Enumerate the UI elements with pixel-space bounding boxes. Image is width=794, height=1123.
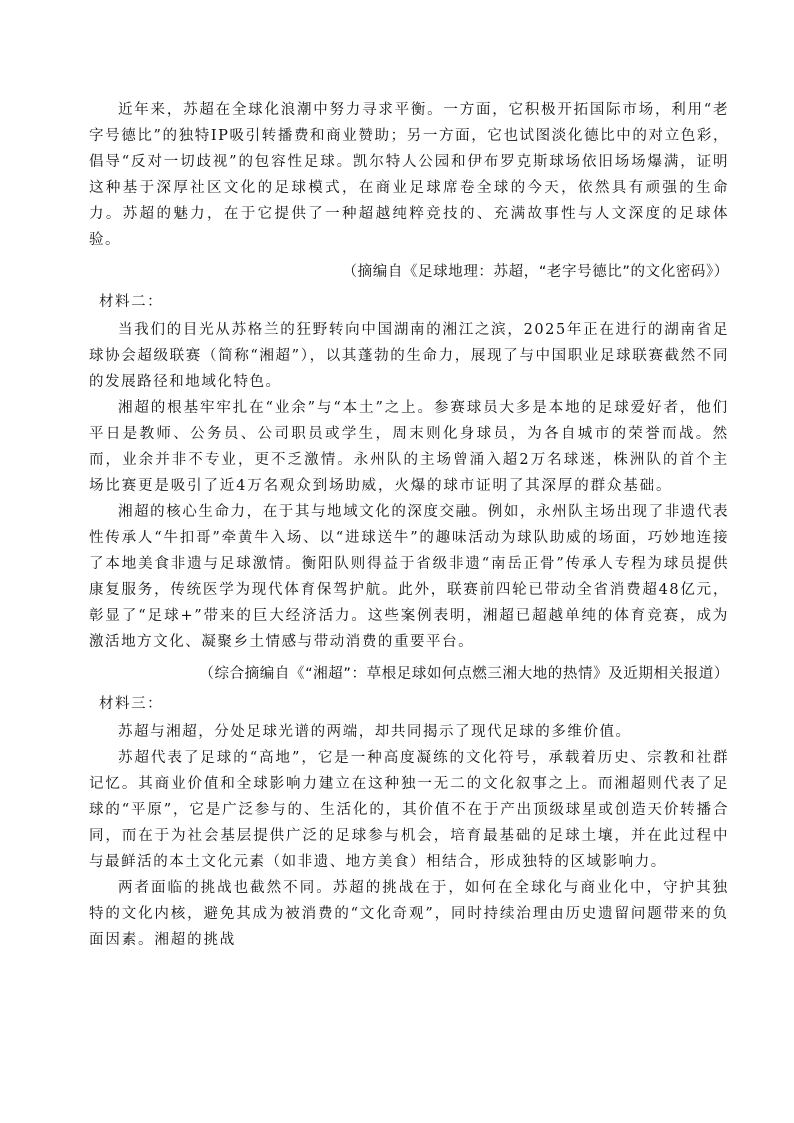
- material-two-paragraph-2: 湘超的根基牢牢扎在“业余”与“本土”之上。参赛球员大多是本地的足球爱好者，他们平日是教师、公务员、公司职员或学生，周末则化身球员，为各自城市的荣誉而战。然而，业余并非不专业，更不乏激情。永州队的主场曾涌入超2万名球迷，株洲队的首个主场比赛更是吸引了近4万名观众到场助威，火爆的球市证明了其深厚的群众基础。: [89, 400, 729, 494]
- material-two-label: 材料二：: [99, 294, 164, 310]
- material-two-section: [89, 289, 729, 687]
- material-three-paragraph-2: 苏超代表了足球的“高地”，它是一种高度凝练的文化符号，承载着历史、宗教和社群记忆。其商业价值和全球影响力建立在这种独一无二的文化叙事之上。而湘超则代表了足球的“平原”，它是广泛参与的、生活化的，其价值不在于产出顶级球星或创造天价转播合同，而在于为社会基层提供广泛的足球参与机会，培育最基础的足球土壤，并在此过程中与最鲜活的本土文化元素（如非遗、地方美食）相结合，形成独特的区域影响力。: [89, 750, 729, 870]
- material-one-paragraph: 近年来，苏超在全球化浪潮中努力寻求平衡。一方面，它积极开拓国际市场，利用“老字号德比”的独特IP吸引转播费和商业赞助；另一方面，它也试图淡化德比中的对立色彩，倡导“反对一切歧视”的包容性足球。凯尔特人公园和伊布罗克斯球场依旧场场爆满，证明这种基于深厚社区文化的足球模式，在商业足球席卷全球的今天，依然具有顽强的生命力。苏超的魅力，在于它提供了一种超越纯粹竞技的、充满故事性与人文深度的足球体验。: [89, 102, 729, 248]
- material-two-paragraph-1: 当我们的目光从苏格兰的狂野转向中国湖南的湘江之滨，2025年正在进行的湖南省足球协会超级联赛（简称“湘超”），以其蓬勃的生命力，展现了与中国职业足球联赛截然不同的发展路径和地域化特色。: [89, 322, 729, 390]
- document-page: [89, 97, 729, 953]
- material-three-paragraph-1: 苏超与湘超，分处足球光谱的两端，却共同揭示了现代足球的多维价值。: [118, 724, 632, 740]
- material-one-section: [89, 97, 729, 285]
- material-three-label: 材料三：: [99, 696, 164, 712]
- material-three-paragraph-3: 两者面临的挑战也截然不同。苏超的挑战在于，如何在全球化与商业化中，守护其独特的文化内核，避免其成为被消费的“文化奇观”，同时持续治理由历史遗留问题带来的负面因素。湘超的挑战: [89, 880, 729, 948]
- material-two-paragraph-3: 湘超的核心生命力，在于其与地域文化的深度交融。例如，永州队主场出现了非遗代表性传承人“牛扣哥”牵黄牛入场、以“进球送牛”的趣味活动为球队助威的场面，巧妙地连接了本地美食非遗与足球激情。衡阳队则得益于省级非遗“南岳正骨”传承人专程为球员提供康复服务，传统医学为现代体育保驾护航。此外，联赛前四轮已带动全省消费超48亿元，彰显了“足球+”带来的巨大经济活力。这些案例表明，湘超已超越单纯的体育竞赛，成为激活地方文化、凝聚乡土情感与带动消费的重要平台。: [89, 504, 729, 650]
- material-two-source: （综合摘编自《“湘超”：草根足球如何点燃三湘大地的热情》及近期相关报道）: [199, 666, 729, 682]
- material-three-section: [89, 691, 729, 953]
- material-one-source: （摘编自《足球地理：苏超，“老字号德比”的文化密码》）: [342, 264, 729, 280]
